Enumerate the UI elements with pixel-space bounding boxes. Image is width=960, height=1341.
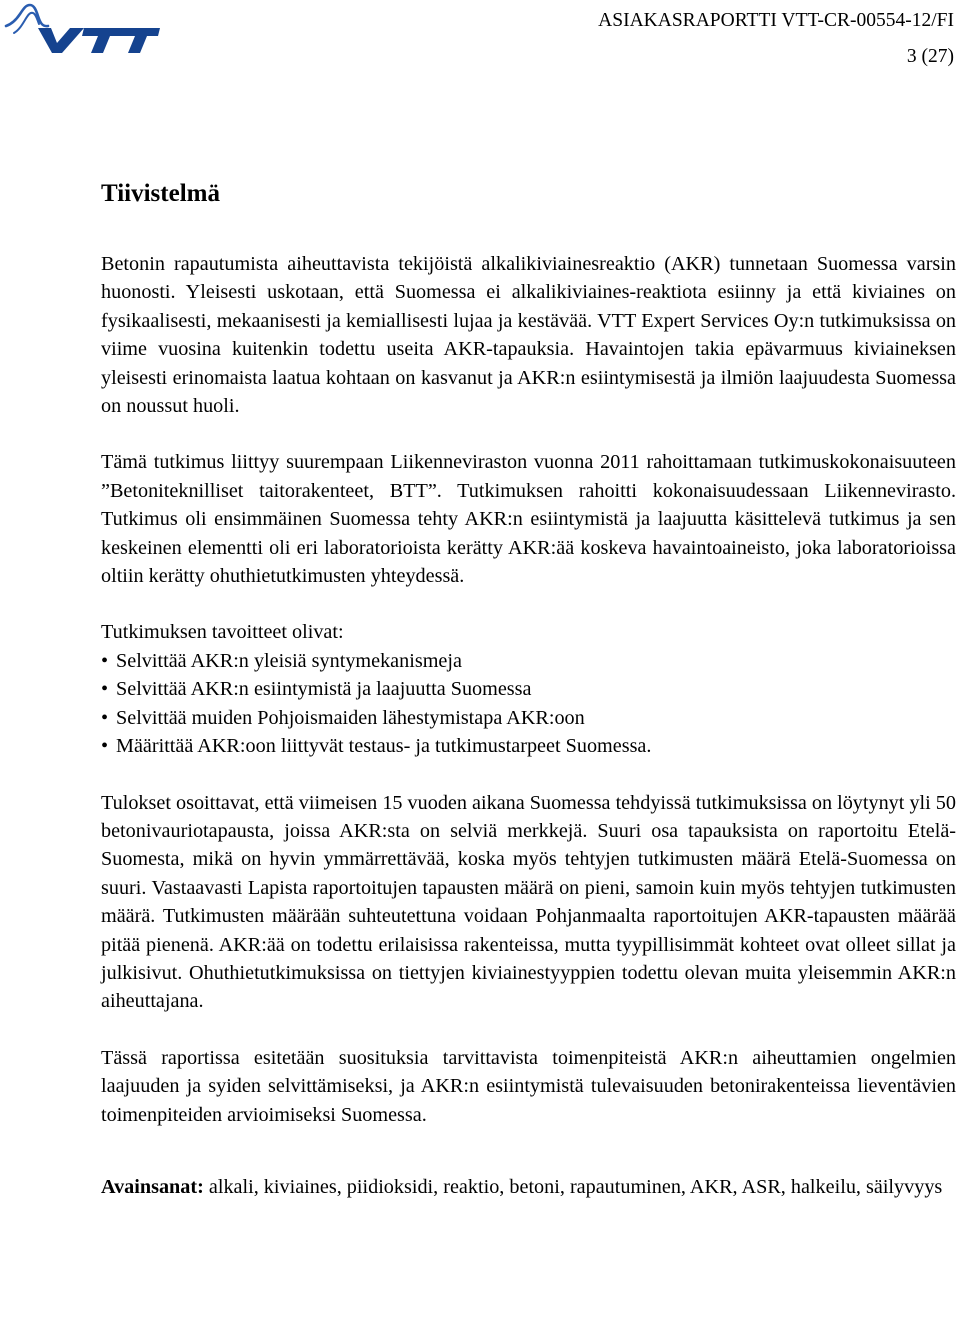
keywords-list: alkali, kiviaines, piidioksidi, reaktio, betoni, rapautuminen, AKR, ASR, halkeilu, säilyvyys xyxy=(208,1175,943,1198)
paragraph-study-context: Tämä tutkimus liittyy suurempaan Liikenneviraston vuonna 2011 rahoittamaan tutkimuskokonaisuuteen ”Betoniteknilliset taitorakenteet, BTT”. Tutkimuksen rahoitti kokonaisuudessaan Liikennevirasto. Tutkimus oli ensimmäinen Suomessa tehty AKR:n esiintymistä ja laajuutta käsittelevä tutkimus ja sen keskeinen elementti oli eri laboratorioista kerätty AKR:ää koskeva havaintoaineisto, joka laboratorioissa oltiin kerätty ohuthietutkimusten yhteydessä. xyxy=(101,451,956,588)
list-item: • Selvittää AKR:n yleisiä syntymekanismeja xyxy=(101,647,956,675)
keywords-label: Avainsanat: xyxy=(101,1175,204,1198)
bullet-icon: • xyxy=(101,678,109,701)
keywords xyxy=(101,1173,956,1201)
goals-list xyxy=(101,647,956,761)
document-body xyxy=(101,176,956,1229)
paragraph-results: Tulokset osoittavat, että viimeisen 15 vuoden aikana Suomessa tehdyissä tutkimuksissa on löytynyt yli 50 betonivauriotapausta, joissa AKR:sta on selviä merkkejä. Suuri osa tapauksista on raportoitu Etelä-Suomesta, mikä on hyvin ymmärrettävää, koska myös tehtyjen tutkimusten määrä Etelä-Suomessa on suuri. Vastaavasti Lapista raportoitujen tapausten määrä on pieni, samoin kuin myös tehtyjen tutkimusten määrä. Tutkimusten määrään suhteutettuna voidaan Pohjanmaalta raportoitujen AKR-tapausten määrää pitää pienenä. AKR:ää on todettu erilaisissa rakenteissa, mutta tyypillisimmät kohteet ovat olleet sillat ja julkisivut. Ohuthietutkimuksissa on tiettyjen kiviainestyyppien todettu olevan muita yleisemmin AKR:n aiheuttajana. xyxy=(101,791,956,1013)
bullet-icon: • xyxy=(101,706,109,729)
paragraph-recommendations: Tässä raportissa esitetään suosituksia tarvittavista toimenpiteistä AKR:n aiheuttamien ongelmien laajuuden ja syiden selvittämiseksi, ja AKR:n esiintymistä tulevaisuuden betonirakenteissa lieventävien toimenpiteiden arvioimiseksi Suomessa. xyxy=(101,1046,956,1126)
section-title: Tiivistelmä xyxy=(101,180,220,207)
bullet-icon: • xyxy=(101,735,109,758)
report-id: ASIAKASRAPORTTI VTT-CR-00554-12/FI xyxy=(598,10,954,31)
page-number: 3 (27) xyxy=(906,46,954,67)
goals-intro: Tutkimuksen tavoitteet olivat: xyxy=(101,621,344,644)
list-item: • Selvittää muiden Pohjoismaiden lähestymistapa AKR:oon xyxy=(101,704,956,732)
vtt-logo xyxy=(4,2,160,54)
paragraph-background: Betonin rapautumista aiheuttavista tekijöistä alkalikiviainesreaktio (AKR) tunnetaan Suomessa varsin huonosti. Yleisesti uskotaan, että Suomessa ei alkalikiviaines-reaktiota esiinny ja että kiviaines on fysikaalisesti, mekaanisesti ja kemiallisesti lujaa ja kestävää. VTT Expert Services Oy:n tutkimuksissa on viime vuosina kuitenkin todettu useita AKR-tapauksia. Havaintojen takia epävarmuus kiviaineksen yleisesti erinomaista laatua kohtaan on kasvanut ja AKR:n esiintymisestä ja ilmiön laajuudesta Suomessa on noussut huoli. xyxy=(101,253,956,418)
list-item: • Määrittää AKR:oon liittyvät testaus- ja tutkimustarpeet Suomessa. xyxy=(101,732,956,760)
list-item: • Selvittää AKR:n esiintymistä ja laajuutta Suomessa xyxy=(101,675,956,703)
bullet-icon: • xyxy=(101,649,109,672)
